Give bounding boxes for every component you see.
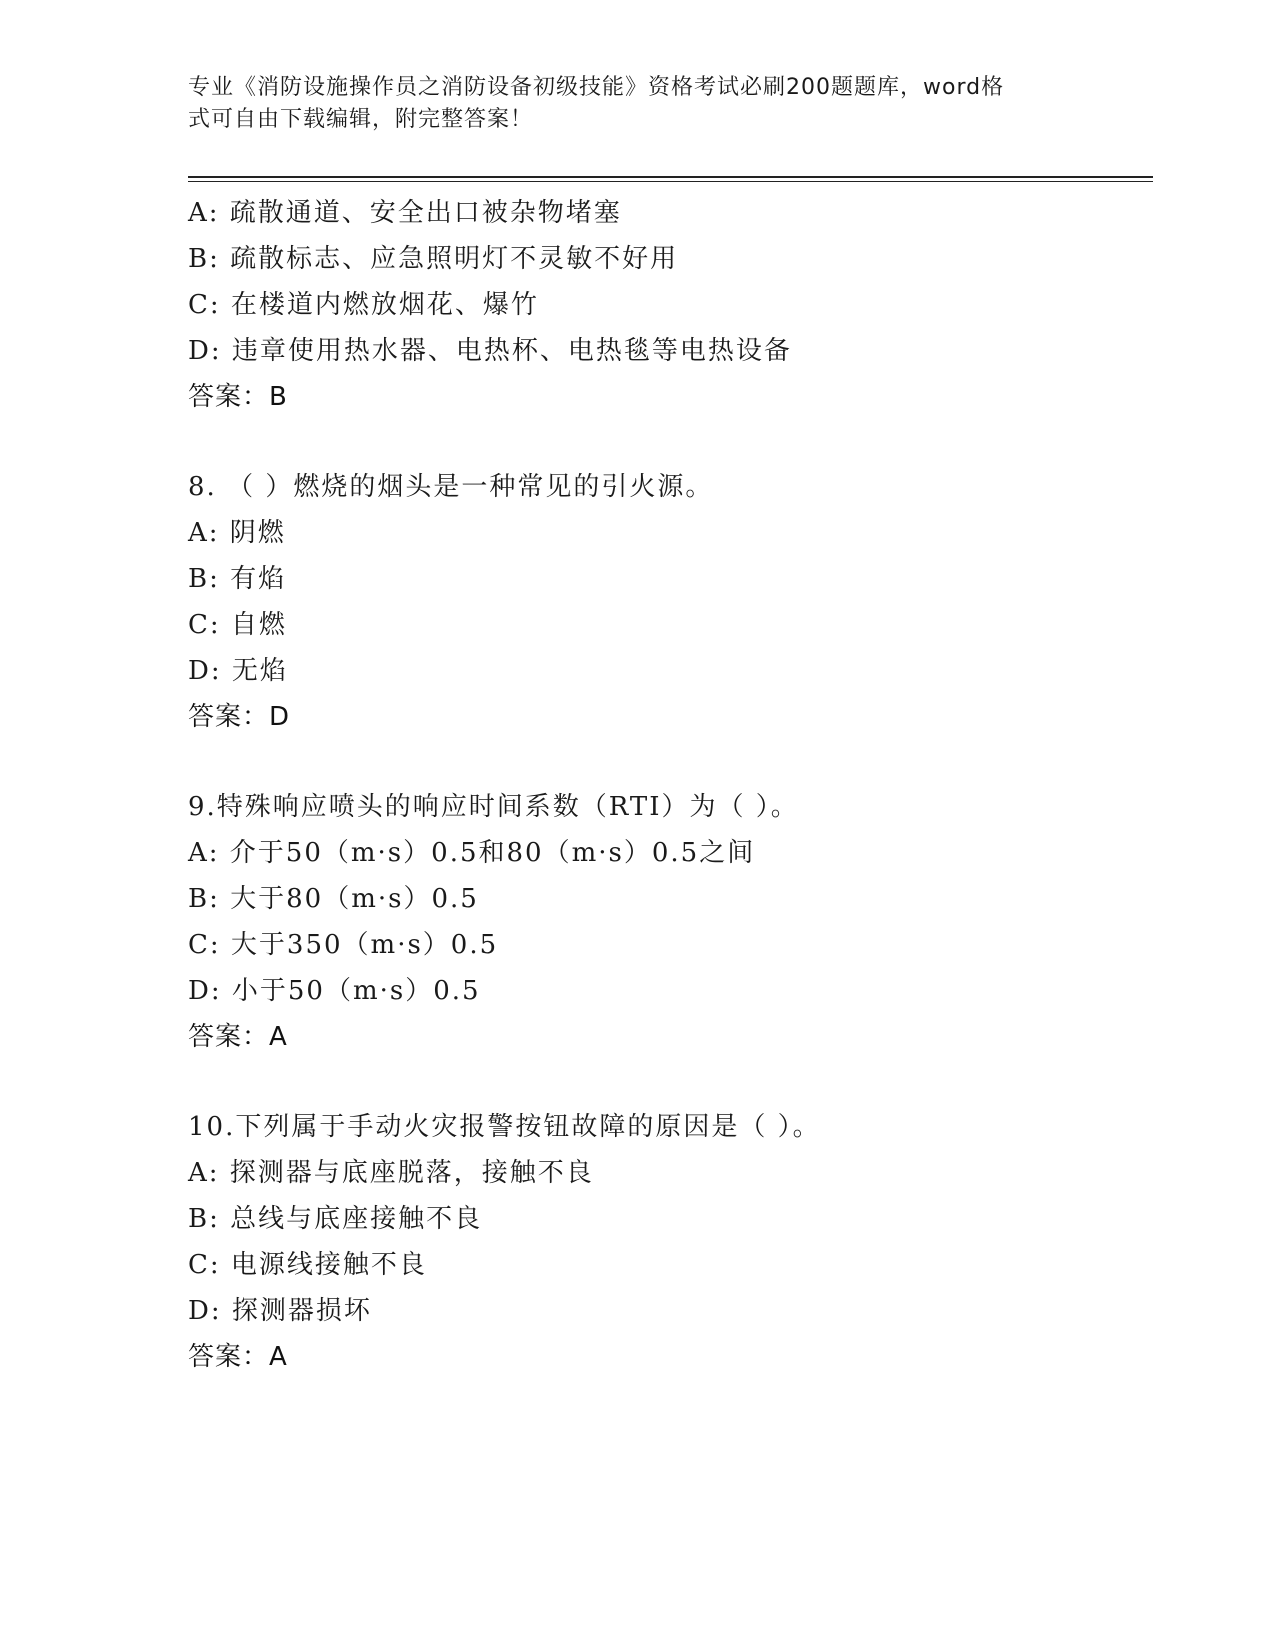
question-stem: 9.特殊响应喷头的响应时间系数（RTI）为（ ）。 [188, 792, 799, 822]
answer-label: 答案：A [188, 1342, 288, 1372]
option-c: C: 自燃 [188, 610, 287, 640]
question-stem: 8. （ ）燃烧的烟头是一种常见的引火源。 [188, 472, 714, 502]
question-stem: 10.下列属于手动火灾报警按钮故障的原因是（ ）。 [188, 1112, 821, 1142]
answer-label: 答案：B [188, 382, 288, 412]
option-d: D: 无焰 [188, 656, 288, 686]
answer-label: 答案：A [188, 1022, 288, 1052]
document-header [188, 72, 1068, 136]
spacer [188, 1060, 1148, 1104]
option-c: C: 大于350（m·s）0.5 [188, 930, 499, 960]
header-divider-thin [188, 181, 1153, 182]
option-b: B: 疏散标志、应急照明灯不灵敏不好用 [188, 244, 679, 274]
header-line-1: 专业《消防设施操作员之消防设备初级技能》资格考试必刷200题题库，word格 [188, 75, 1005, 100]
option-c: C: 电源线接触不良 [188, 1250, 427, 1280]
option-b: B: 总线与底座接触不良 [188, 1204, 483, 1234]
option-b: B: 大于80（m·s）0.5 [188, 884, 479, 914]
answer-label: 答案：D [188, 702, 291, 732]
header-divider [188, 176, 1153, 178]
option-d: D: 违章使用热水器、电热杯、电热毯等电热设备 [188, 336, 792, 366]
question-8 [188, 464, 1148, 740]
header-line-2: 式可自由下载编辑，附完整答案！ [188, 107, 534, 132]
question-list [188, 190, 1148, 1380]
spacer [188, 740, 1148, 784]
option-c: C: 在楼道内燃放烟花、爆竹 [188, 290, 539, 320]
option-d: D: 小于50（m·s）0.5 [188, 976, 481, 1006]
question-7 [188, 190, 1148, 420]
question-9 [188, 784, 1148, 1060]
option-a: A: 疏散通道、安全出口被杂物堵塞 [188, 198, 622, 228]
question-10 [188, 1104, 1148, 1380]
option-b: B: 有焰 [188, 564, 287, 594]
option-a: A: 探测器与底座脱落，接触不良 [188, 1158, 594, 1188]
option-a: A: 阴燃 [188, 518, 286, 548]
spacer [188, 420, 1148, 464]
option-a: A: 介于50（m·s）0.5和80（m·s）0.5之间 [188, 838, 756, 868]
option-d: D: 探测器损坏 [188, 1296, 372, 1326]
